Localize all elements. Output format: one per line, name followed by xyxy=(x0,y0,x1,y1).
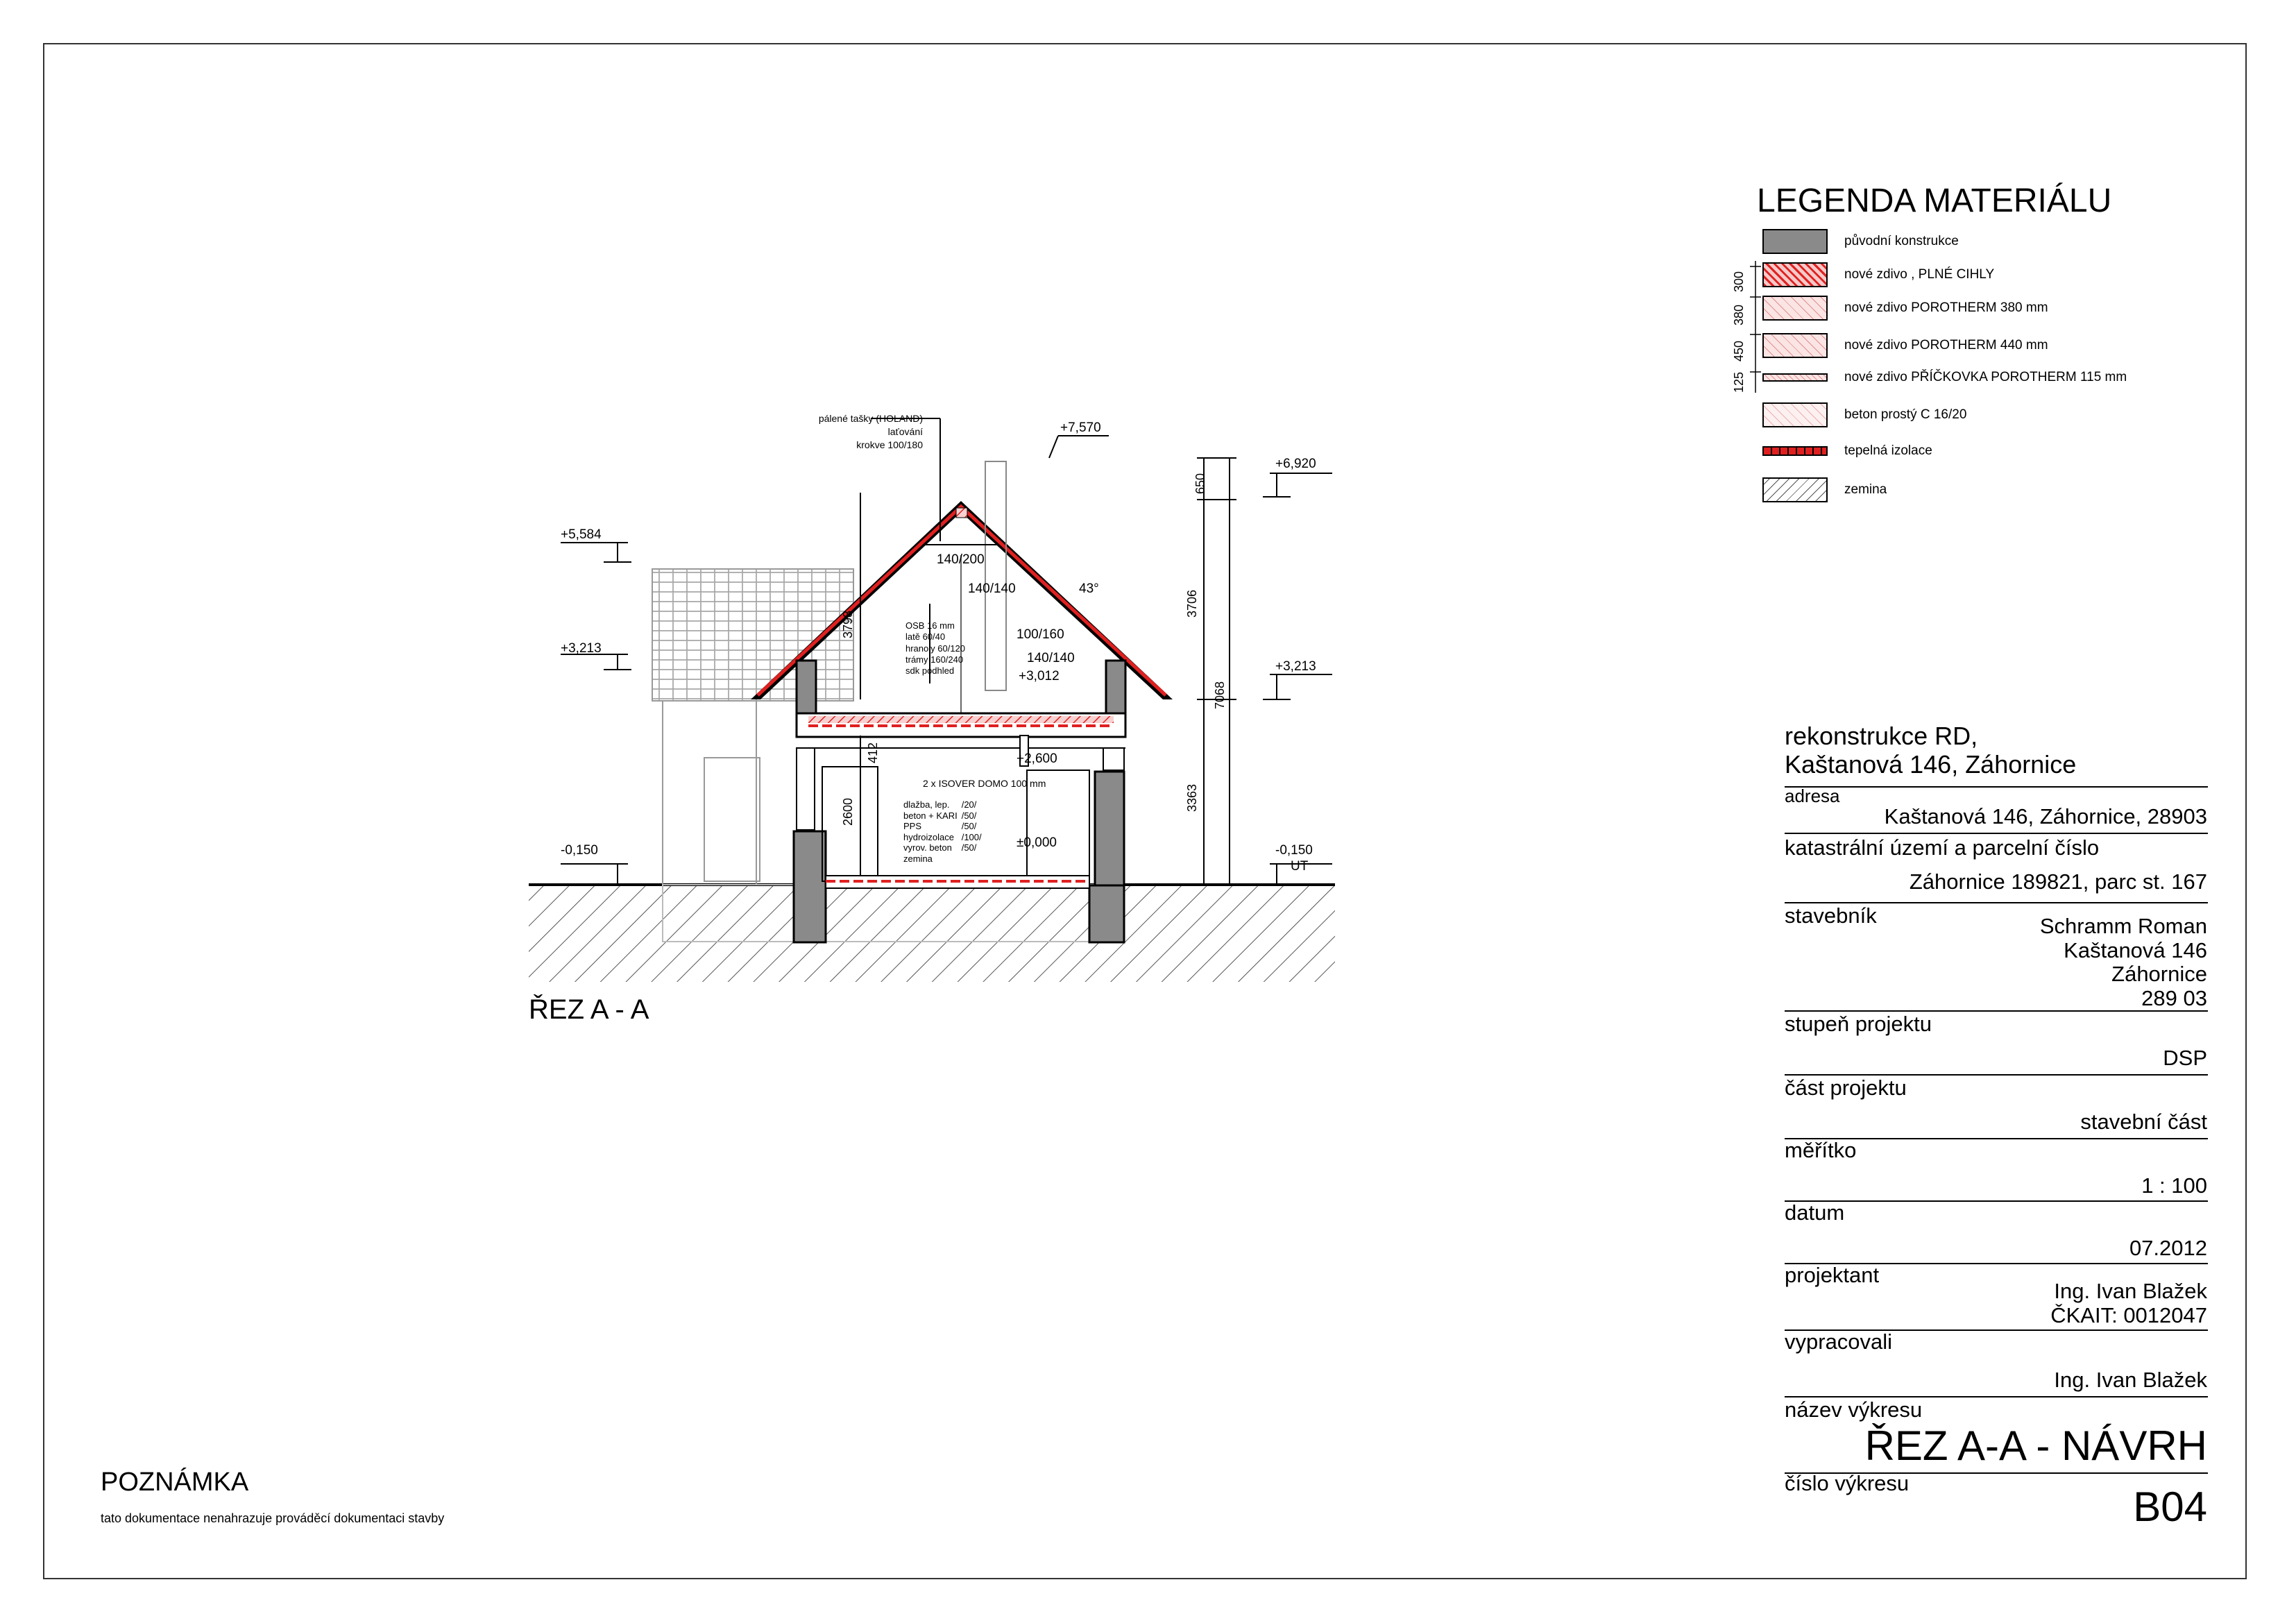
ceiling-layer-5: sdk podhled xyxy=(905,665,955,676)
swatch-soil xyxy=(1762,477,1828,502)
level-2600: +2,600 xyxy=(1017,751,1057,766)
ground-wall-left xyxy=(797,748,815,830)
note-text: tato dokumentace nenahrazuje prováděcí dokumentaci stavby xyxy=(101,1511,445,1525)
stage-label: stupeň projektu xyxy=(1785,1012,1932,1036)
roof-layer-labels xyxy=(784,412,923,452)
part-value: stavební část xyxy=(2080,1110,2207,1134)
ground-wall-right xyxy=(1095,772,1124,885)
address-label: adresa xyxy=(1785,785,1840,806)
floor-layer-value-5: /50/ xyxy=(961,842,977,853)
legend-item xyxy=(1762,261,1994,289)
dim-412: 412 xyxy=(866,742,880,763)
level-3213-right: +3,213 xyxy=(1275,659,1316,674)
floor-layer-4: hydroizolace xyxy=(903,831,954,842)
timber-label-1: 140/200 xyxy=(937,552,985,567)
level-minus-150-right: -0,150 xyxy=(1275,843,1313,858)
legend-item xyxy=(1762,364,2127,391)
floor-layer-5: vyrov. beton xyxy=(903,842,952,853)
swatch-porotherm-440 xyxy=(1762,333,1828,358)
drawing-name: ŘEZ A-A - NÁVRH xyxy=(1864,1422,2207,1469)
level-minus-150-left: -0,150 xyxy=(561,843,598,858)
date-value: 07.2012 xyxy=(2129,1236,2207,1260)
thickness-300: 300 xyxy=(1732,271,1746,293)
legend-item xyxy=(1762,228,1959,255)
level-3012: +3,012 xyxy=(1019,669,1060,683)
floor-layer-labels xyxy=(903,799,982,865)
floor-layer-value-1: /20/ xyxy=(961,799,977,810)
designer-value xyxy=(2050,1280,2207,1327)
thickness-380: 380 xyxy=(1732,304,1746,326)
ceiling-slab xyxy=(797,713,1125,748)
level-0000: ±0,000 xyxy=(1017,835,1057,850)
floor-layer-value-4: /100/ xyxy=(961,831,982,842)
cadastre-label: katastrální území a parcelní číslo xyxy=(1785,835,2100,860)
ceiling-layer-labels xyxy=(905,620,965,677)
tb-divider xyxy=(1785,786,2208,788)
ceiling-layer-4: trámy 160/240 xyxy=(905,654,964,665)
legend-label: beton prostý C 16/20 xyxy=(1844,407,1967,422)
level-5584: +5,584 xyxy=(561,527,602,542)
tb-divider xyxy=(1785,833,2208,834)
designer-line-2: ČKAIT: 0012047 xyxy=(2050,1302,2207,1327)
swatch-porotherm-380 xyxy=(1762,296,1828,321)
floor-slab xyxy=(826,876,1089,888)
floor-layer-6: zemina xyxy=(903,853,933,864)
roof-layer-3: krokve 100/180 xyxy=(856,439,923,450)
date-label: datum xyxy=(1785,1200,1845,1225)
part-label: část projektu xyxy=(1785,1076,1907,1100)
floor-layer-value-2: /50/ xyxy=(961,810,977,821)
foundation-left xyxy=(794,831,826,942)
legend-item xyxy=(1762,476,1887,504)
floor-layer-value-3: /50/ xyxy=(961,821,977,832)
swatch-concrete xyxy=(1762,402,1828,427)
prepared-value: Ing. Ivan Blažek xyxy=(2054,1368,2207,1392)
dim-3706: 3706 xyxy=(1185,589,1199,618)
scale-value: 1 : 100 xyxy=(2141,1173,2207,1198)
project-name: rekonstrukce RD, xyxy=(1785,722,1978,750)
ceiling-layer-2: latě 60/40 xyxy=(905,631,946,643)
thickness-125: 125 xyxy=(1732,371,1746,393)
legend-title: LEGENDA MATERIÁLU xyxy=(1757,182,2112,219)
legend-item xyxy=(1762,437,1932,465)
designer-label: projektant xyxy=(1785,1263,1880,1287)
legend-label: tepelná izolace xyxy=(1844,443,1932,458)
dim-2600: 2600 xyxy=(841,797,855,826)
swatch-original xyxy=(1762,229,1828,254)
builder-line-2: Kaštanová 146 xyxy=(2064,937,2207,962)
level-suffix-ut: UT xyxy=(1291,859,1309,874)
project-address: Kaštanová 146, Záhornice xyxy=(1785,750,2077,779)
drawing-name-label: název výkresu xyxy=(1785,1397,1923,1422)
builder-line-3: Záhornice xyxy=(2111,962,2207,987)
builder-label: stavebník xyxy=(1785,903,1877,928)
drawing-number: B04 xyxy=(2133,1484,2207,1530)
tb-divider xyxy=(1785,1200,2208,1202)
swatch-red-brick xyxy=(1762,262,1828,287)
prepared-label: vypracovali xyxy=(1785,1329,1893,1354)
ground-wall-right-upper xyxy=(1103,748,1124,770)
timber-label-3: 100/160 xyxy=(1017,627,1064,642)
drawing-number-label: číslo výkresu xyxy=(1785,1471,1910,1495)
ceiling-layer-1: OSB 16 mm xyxy=(905,620,955,631)
builder-line-1: Schramm Roman xyxy=(2039,914,2207,938)
roof-angle: 43° xyxy=(1079,581,1099,596)
project-title xyxy=(1785,722,2076,779)
legend-label: nové zdivo , PLNÉ CIHLY xyxy=(1844,267,1995,282)
designer-line-1: Ing. Ivan Blažek xyxy=(2054,1279,2207,1303)
address-value: Kaštanová 146, Záhornice, 28903 xyxy=(1884,804,2207,829)
ceiling-layer-3: hranoly 60/120 xyxy=(905,643,966,654)
legend-label: nové zdivo POROTHERM 380 mm xyxy=(1844,300,2048,315)
timber-label-4: 140/140 xyxy=(1027,651,1075,665)
swatch-partition xyxy=(1762,373,1828,382)
legend-label: nové zdivo POROTHERM 440 mm xyxy=(1844,338,2048,352)
scale-label: měřítko xyxy=(1785,1138,1857,1162)
dim-7068: 7068 xyxy=(1213,681,1227,709)
floor-layer-2: beton + KARI xyxy=(903,810,958,821)
floor-layer-3: PPS xyxy=(903,821,922,832)
builder-value xyxy=(2040,915,2207,1011)
legend-item xyxy=(1762,294,2048,322)
foundation-right xyxy=(1089,885,1124,942)
legend-label: zemina xyxy=(1844,482,1887,497)
dim-3363: 3363 xyxy=(1185,783,1199,812)
swatch-insulation xyxy=(1762,446,1828,456)
dim-650: 650 xyxy=(1193,473,1207,494)
level-7570: +7,570 xyxy=(1060,420,1101,435)
insulation-note: 2 x ISOVER DOMO 100 mm xyxy=(923,778,1046,789)
level-3213-left: +3,213 xyxy=(561,641,602,656)
legend-item xyxy=(1762,401,1966,429)
builder-line-4: 289 03 xyxy=(2141,986,2207,1011)
legend-label: původní konstrukce xyxy=(1844,234,1959,248)
roof-layer-1: pálené tašky (HOLAND) xyxy=(818,413,923,424)
dim-3798: 3798 xyxy=(841,610,855,638)
ground-earth xyxy=(529,885,1335,982)
note-title: POZNÁMKA xyxy=(101,1468,249,1497)
roof-layer-2: laťování xyxy=(887,425,923,437)
stage-value: DSP xyxy=(2163,1046,2207,1070)
floor-layer-1: dlažba, lep. xyxy=(903,799,950,810)
level-6920: +6,920 xyxy=(1275,457,1316,471)
section-title: ŘEZ A - A xyxy=(529,994,649,1025)
legend-item xyxy=(1762,332,2048,359)
legend-label: nové zdivo PŘÍČKOVKA POROTHERM 115 mm xyxy=(1844,370,2127,384)
thickness-450: 450 xyxy=(1732,340,1746,362)
cadastre-value: Záhornice 189821, parc st. 167 xyxy=(1909,869,2207,894)
timber-label-2: 140/140 xyxy=(968,581,1016,596)
